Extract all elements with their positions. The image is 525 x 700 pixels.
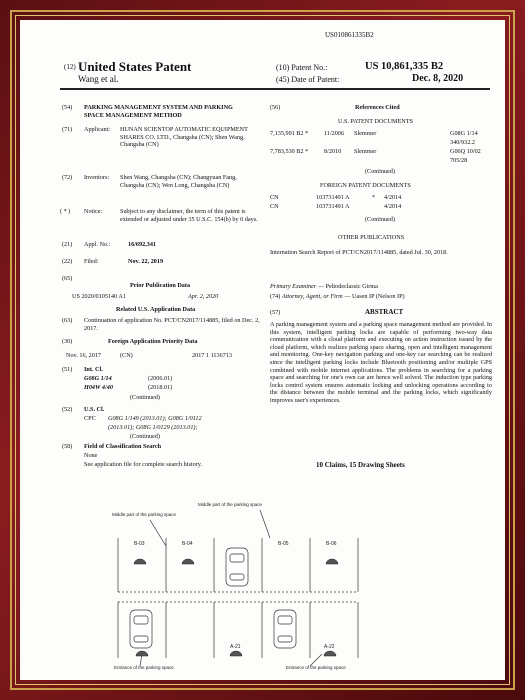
- field-22-num: (22): [62, 258, 73, 265]
- us-cl-continued: (Continued): [130, 433, 160, 440]
- claims-and-sheets: 10 Claims, 15 Drawing Sheets: [316, 461, 405, 469]
- foreign-priority-application: 2017 1 1136713: [192, 352, 232, 359]
- field-54-num: (54): [62, 104, 73, 111]
- label-entrance-right: Entrance of the parking space: [286, 665, 346, 670]
- related-application-heading: Related U.S. Application Data: [116, 306, 196, 313]
- header-num-12: (12): [64, 63, 76, 71]
- parking-layout-figure: [110, 480, 410, 670]
- int-cl-heading: Int. Cl.: [84, 366, 103, 373]
- space-label-b06: B-06: [326, 541, 337, 547]
- field-65-num: (65): [62, 275, 73, 282]
- foreign-priority-heading: Foreign Application Priority Data: [108, 338, 198, 345]
- int-cl-class-1: G08G 1/14: [84, 375, 112, 382]
- field-52-num: (52): [62, 406, 73, 413]
- continuation-text: Continuation of application No. PCT/CN2017/114885, filed on Dec. 2, 2017.: [84, 317, 260, 332]
- filed-date: Nov. 22, 2019: [128, 258, 164, 265]
- field-of-search-heading: Field of Classification Search: [84, 443, 162, 450]
- attorney-label: Attorney, Agent, or Firm: [281, 293, 343, 300]
- foreign-ref-country: CN: [270, 194, 279, 201]
- prior-publication-number: US 2020/0105140 A1: [72, 293, 126, 300]
- us-ref-class: G06Q 10/02: [450, 148, 481, 155]
- field-54-title: PARKING MANAGEMENT SYSTEM AND PARKING SPACE MANAGEMENT METHOD: [84, 104, 233, 119]
- foreign-priority-date: Nov. 16, 2017: [66, 352, 102, 359]
- us-ref-name: Slemmer: [354, 130, 377, 137]
- space-label-b05: B-05: [278, 541, 289, 547]
- patent-number-label: (10) Patent No.:: [276, 63, 328, 72]
- space-label-a22: A-22: [324, 644, 335, 650]
- abstract-heading: ABSTRACT: [365, 308, 404, 316]
- notice-text: Subject to any disclaimer, the term of this patent is extended or adjusted under 35 U.S.C. 154(b) by 0 days.: [120, 208, 258, 223]
- us-ref-number: 7,783,530 B2 *: [270, 148, 309, 155]
- foreign-ref-number: 103731491 A: [316, 194, 350, 201]
- us-ref-class: 340/932.2: [450, 139, 475, 146]
- header-title: United States Patent: [78, 59, 192, 74]
- other-publications-text: Internation Search Report of PCT/CN2017/114885, dated Jul. 30, 2018.: [270, 249, 448, 256]
- label-middle-top: Middle part of the parking space: [198, 502, 263, 507]
- int-cl-class-2: H04W 4/40: [84, 384, 113, 391]
- date-of-patent: Dec. 8, 2020: [412, 73, 464, 84]
- application-number: 16/692,341: [128, 241, 157, 248]
- attorney-line: [270, 293, 405, 301]
- int-cl-continued: (Continued): [130, 394, 160, 401]
- examiner-name: — Peltodeclassic Girma: [316, 283, 378, 290]
- header-inventor-short: Wang et al.: [78, 74, 119, 84]
- field-51-num: (51): [62, 366, 73, 373]
- barcode-patent-number: US010861335B2: [325, 31, 374, 39]
- us-ref-date: 11/2006: [324, 130, 345, 137]
- field-22-label: Filed:: [84, 258, 99, 265]
- field-72-label: Inventors:: [84, 174, 110, 181]
- field-72-num: (72): [62, 174, 73, 181]
- notice-label: Notice:: [84, 208, 103, 215]
- references-heading: References Cited: [355, 104, 400, 111]
- field-30-num: (30): [62, 338, 73, 345]
- field-21-num: (21): [62, 241, 73, 248]
- space-label-b03: B-03: [134, 541, 145, 547]
- patent-document-page: [20, 20, 505, 680]
- us-cl-heading: U.S. Cl.: [84, 406, 105, 413]
- foreign-patent-docs-heading: FOREIGN PATENT DOCUMENTS: [320, 182, 411, 189]
- int-cl-class-2-date: (2018.01): [148, 384, 173, 391]
- notice-num: ( * ): [60, 208, 71, 215]
- field-of-search-none: None: [84, 452, 98, 459]
- other-publications-heading: OTHER PUBLICATIONS: [338, 234, 405, 241]
- space-label-a21: A-21: [230, 644, 241, 650]
- us-references-continued: (Continued): [365, 168, 395, 175]
- us-ref-class: 705/28: [450, 157, 468, 164]
- field-of-search-see: See application file for complete search history.: [84, 461, 202, 468]
- foreign-ref-star: *: [372, 194, 376, 201]
- foreign-ref-number: 103731491 A: [316, 203, 350, 210]
- us-cl-cpc-label: CPC: [84, 415, 96, 422]
- field-57-num: (57): [270, 309, 281, 316]
- attorney-name: — Uasen IP (Nelson IP): [342, 293, 405, 300]
- field-21-label: Appl. No.:: [84, 241, 111, 248]
- field-56-num: (56): [270, 104, 281, 111]
- label-entrance-left: Entrance of the parking space: [114, 665, 174, 670]
- us-cl-line-2: (2013.01); G08G 1/0129 (2013.01);: [108, 424, 198, 431]
- us-ref-name: Slemmer: [354, 148, 377, 155]
- field-63-num: (63): [62, 317, 73, 324]
- prior-publication-heading: Prior Publication Data: [130, 282, 191, 289]
- us-ref-class: G08G 1/14: [450, 130, 478, 137]
- patent-number: US 10,861,335 B2: [365, 61, 444, 72]
- abstract-text: A parking management system and a parking space management method are provided. In this system, intelligent parking locks are capable of performing two-way data communication with a cloud platform and executing on action instruction issued by the cloud platform, which realizes parking space sharing, open and intelligent management and monitoring. One-key navigation parking and one-key car searching can be realized since the intelligent parking locks include Bluetooth positioning and/or multiple GPS combined with mobile internet applications. The problems in searching for a parking space and searching for one's own car are hence well solved. The induction type parking locks control system ensures automatic locking and unlocking operations according to the distance between the mobile terminal and the parking locks, which significantly improves user's experiences.: [270, 321, 492, 404]
- field-71-num: (71): [62, 126, 73, 133]
- space-label-b04: B-04: [182, 541, 193, 547]
- field-58-num: (58): [62, 443, 73, 450]
- foreign-ref-date: 4/2014: [384, 194, 402, 201]
- field-71-applicant: HUNAN SCIENTOP AUTOMATIC EQUIPMENT SHARES CO. LTD., Changsha (CN); Shen Wang, Changsha (CN): [120, 126, 248, 149]
- examiner-label: Primary Examiner: [270, 283, 317, 290]
- field-72-inventors: Shen Wang, Changsha (CN); Changyuan Fang, Changsha (CN); Wen Long, Changsha (CN): [120, 174, 237, 189]
- us-cl-line-1: G08G 1/149 (2013.01); G08G 1/0112: [108, 415, 202, 422]
- examiner-line: [270, 283, 378, 291]
- attorney-num: (74): [270, 293, 281, 300]
- us-ref-number: 7,135,991 B2 *: [270, 130, 309, 137]
- int-cl-class-1-date: (2006.01): [148, 375, 173, 382]
- label-middle-left: Middle part of the parking space: [112, 512, 177, 517]
- foreign-priority-country: (CN): [120, 352, 133, 359]
- header-rule: [60, 88, 490, 90]
- field-71-label: Applicant:: [84, 126, 111, 133]
- foreign-ref-country: CN: [270, 203, 279, 210]
- date-of-patent-label: (45) Date of Patent:: [276, 75, 340, 84]
- us-ref-date: 8/2010: [324, 148, 342, 155]
- foreign-references-continued: (Continued): [365, 216, 395, 223]
- foreign-ref-date: 4/2014: [384, 203, 402, 210]
- prior-publication-date: Apr. 2, 2020: [188, 293, 219, 300]
- us-patent-docs-heading: U.S. PATENT DOCUMENTS: [338, 118, 413, 125]
